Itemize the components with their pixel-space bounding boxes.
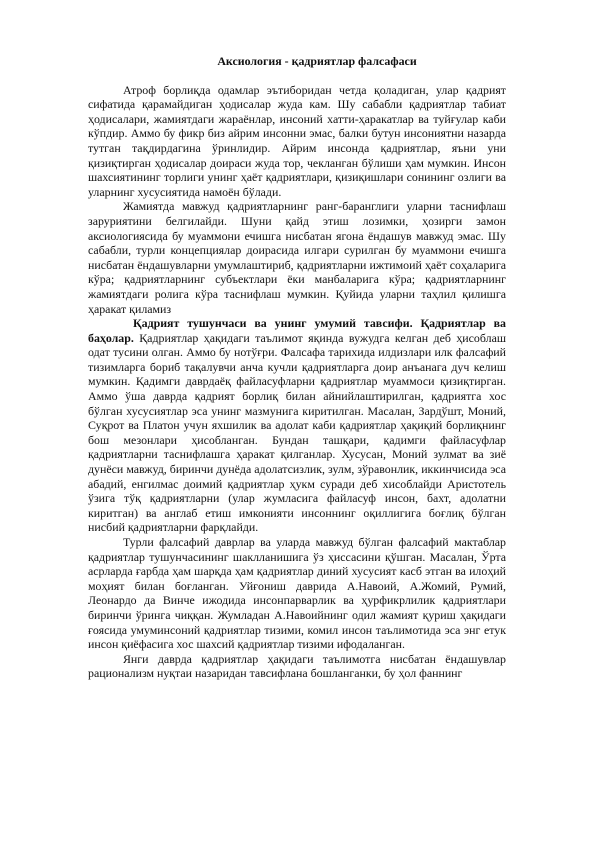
paragraph-text: Янги даврда қадриятлар ҳақидаги таълимотга нисбатан ёндашувлар рационализм нуқтаи назаридан тавсифлана бошланганки, бу ҳол фаннинг: [88, 651, 506, 681]
paragraph-text: Жамиятда мавжуд қадриятларнинг ранг-баранглиги уларни таснифлаш заруриятини белгилайди. Шуни қайд этиш лозимки, ҳозирги замон аксиологиясида бу муаммони ечишга нисбатан ягона ёндашув мавжуд эмас. Шу сабабли, турли концепциялар доирасида илгари сурилган бу муаммони ечишга нисбатан ёндашувларни умумлаштириб, қадриятларни ижтимоий ҳаёт соҳаларига кўра; қадриятларнинг субъектлари ёки манбаларига кўра; қадриятларнинг жамиятдаги ролига кўра таснифлаш мумкин. Қуйида уларни таҳлил қилишга ҳаракат қиламиз: [88, 199, 506, 316]
paragraph-bold-lead: Қадрият тушунчаси ва унинг умумий тавсифи. Қадриятлар ва баҳолар.: [88, 316, 506, 345]
paragraph: [88, 652, 506, 681]
paragraph-text: Атроф борлиқда одамлар эътиборидан четда қоладиган, улар қадрият сифатида қарамайдиган ҳодисалар жуда кам. Шу сабабли қадриятлар табиат ҳодисалари, жамиятдаги жараёнлар, инсоний хатти-ҳаракатлар ва туйғулар каби кўпдир. Аммо бу фикр биз айрим инсонни эмас, балки бутун инсониятни назарда тутган тақдирдагина ўринлидир. Айрим инсонда қадриятлар, яъни уни қизиқтирган ҳодисалар доираси жуда тор, чекланган бўлиши ҳам мумкин. Инсон шахсиятининг торлиги унинг ҳаёт қадриятлари, қизиқишлари сонининг озлиги ва уларнинг хусусиятида намоён бўлади.: [88, 82, 506, 199]
paragraph-text: Турли фалсафий даврлар ва уларда мавжуд бўлган фалсафий мактаблар қадриятлар тушунчасининг шаклланишига ўз ҳиссасини қўшган. Масалан, Ўрта асрларда ғарбда ҳам шарқда ҳам қадриятлар диний хусусият касб этган ва илоҳий моҳият билан боғланган. Уйғониш даврида А.Навоий, А.Жомий, Румий, Леонардо да Винче ижодида инсонпарварлик ва ҳурфикрлилик қадриятлари биринчи ўринга чиққан. Жумладан А.Навоийнинг одил жамият қуриш ҳақидаги ғоясида умуминсоний қадриятлар тизими, комил инсон таълимотида эса энг етук инсон қиёфасига хос шахсий қадриятлар тизими ифодаланган.: [88, 535, 506, 652]
paragraph: [88, 316, 506, 535]
document-title: Аксиология - қадриятлар фалсафаси: [217, 54, 417, 68]
paragraph: [88, 83, 506, 200]
document-page: [88, 54, 506, 681]
paragraph-text: Қадриятлар ҳақидаги таълимот яқинда вужудга келган деб ҳисоблаш одат тусини олган. Аммо бу нотўғри. Фалсафа тарихида илдизлари илк фалсафий тизимларга бориб тақалувчи анча кучли қадриятларга доир анъанага дуч келиш мумкин. Қадимги даврдаёқ файласуфларни қадриятлар муаммоси қизиқтирган. Аммо ўша даврда қадрият борлиқ билан айнийлаштирилган, қадриятга хос бўлган хусусиятлар эса унинг мазмунига киритилган. Масалан, Зардўшт, Моний, Суқрот ва Платон учун яхшилик ва адолат каби қадриятлар ҳақиқий борлиқнинг бош мезонлари ҳисобланган. Бундан ташқари, қадимги файласуфлар қадриятларни таснифлашга ҳаракат қилганлар. Хусусан, Моний зулмат ва зиё дунёси мавжуд, биринчи дунёда адолатсизлик, зулм, зўравонлик, иккинчисида эса абадий, енгилмас доимий қадриятлар ҳукм суради деб хисоблайди Аристотель ўзига тўқ қадриятларни (улар жумласига файласуф инсон, бахт, адолатни киритган) ва англаб етиш имконияти инсоннинг оқиллигига боғлиқ бўлган нисбий қадриятларни фарқлайди.: [88, 330, 506, 535]
paragraph: [88, 199, 506, 316]
paragraph: [88, 535, 506, 652]
